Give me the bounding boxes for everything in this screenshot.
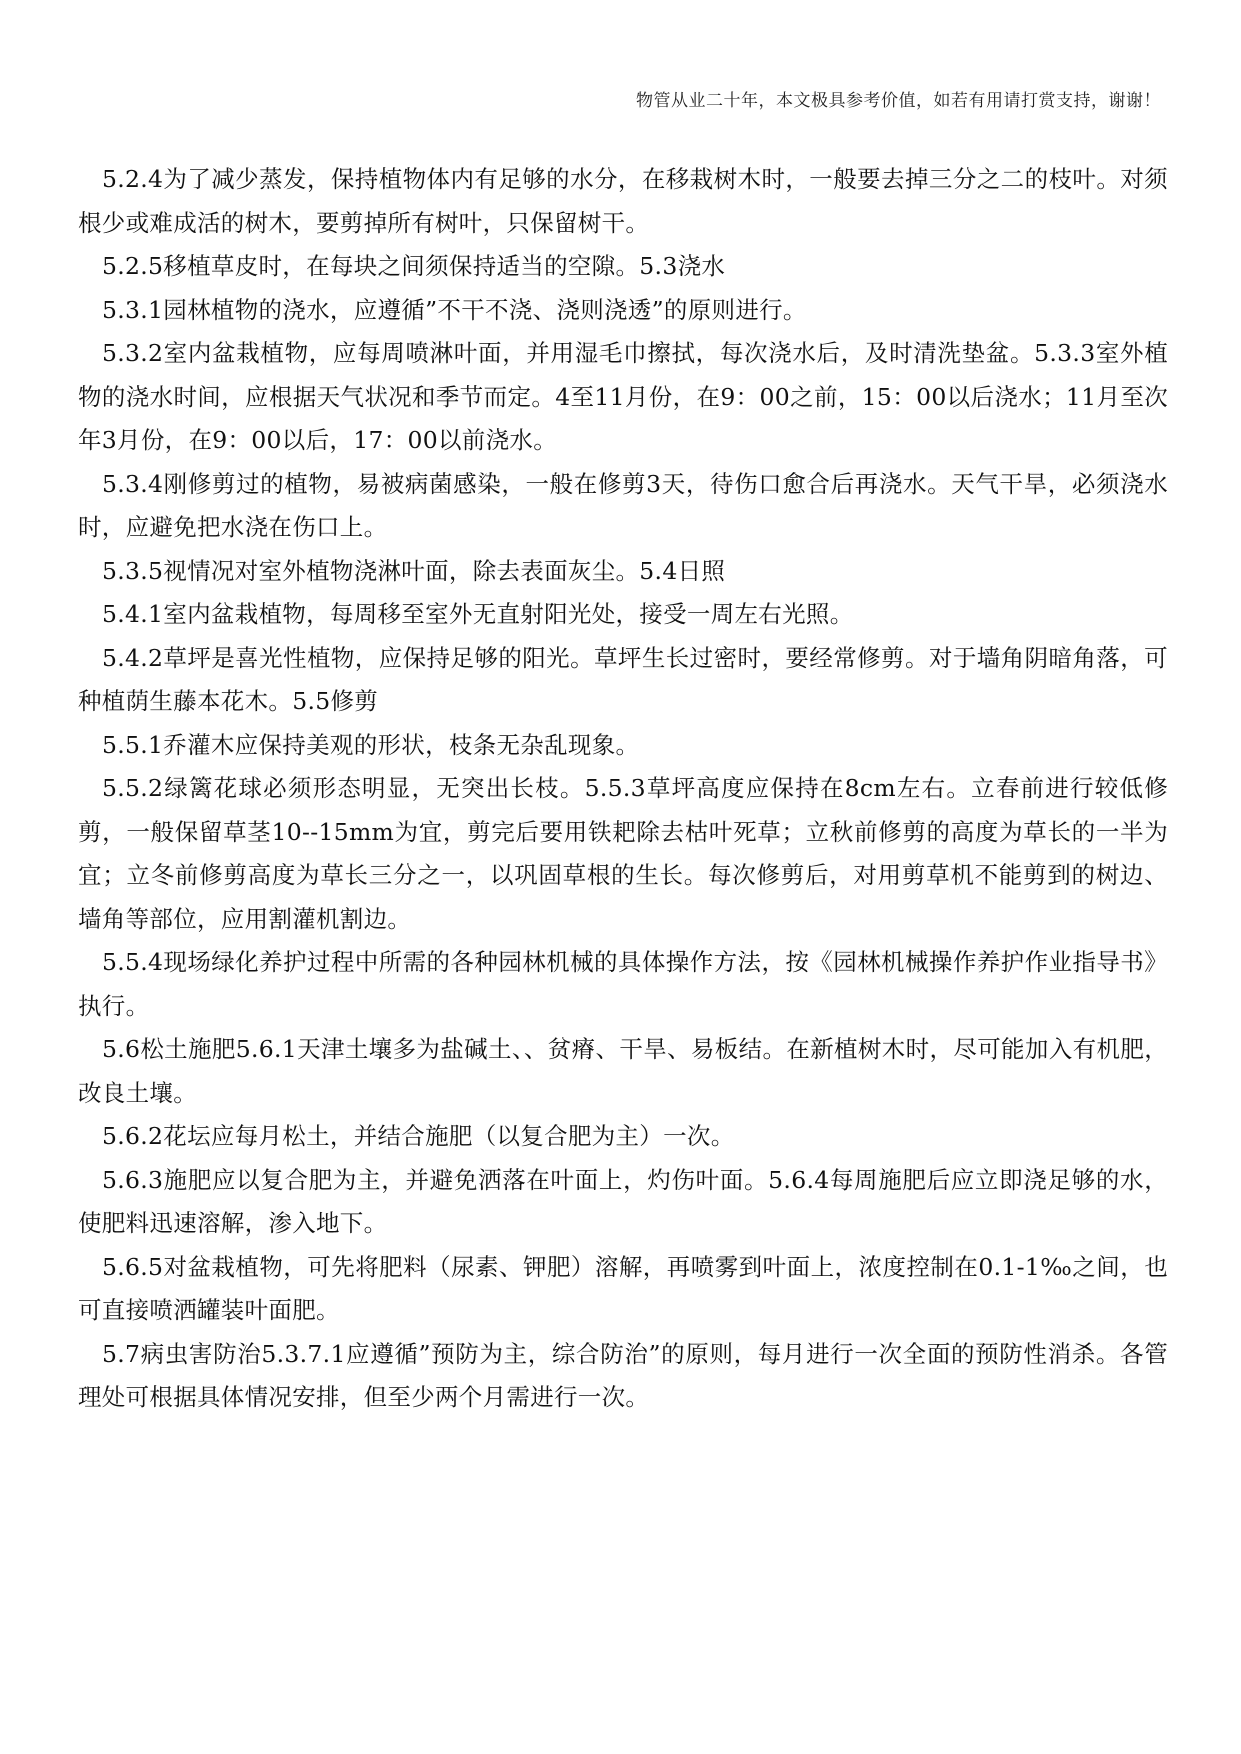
paragraph-5-6-5: 5.6.5对盆栽植物，可先将肥料（尿素、钾肥）溶解，再喷雾到叶面上，浓度控制在0.1-1‰之间，也可直接喷洒罐装叶面肥。: [78, 1252, 1168, 1324]
paragraph-5-6: 5.6松土施肥5.6.1天津土壤多为盐碱土、、贫瘠、干旱、易板结。在新植树木时，尽可能加入有机肥，改良土壤。: [78, 1035, 1168, 1107]
paragraph-5-6-3: 5.6.3施肥应以复合肥为主，并避免洒落在叶面上，灼伤叶面。5.6.4每周施肥后应立即浇足够的水，使肥料迅速溶解，渗入地下。: [78, 1165, 1168, 1237]
paragraph-5-7: 5.7病虫害防治5.3.7.1应遵循”预防为主，综合防治”的原则，每月进行一次全面的预防性消杀。各管理处可根据具体情况安排，但至少两个月需进行一次。: [78, 1339, 1168, 1411]
paragraph-5-5-1: 5.5.1乔灌木应保持美观的形状，枝条无杂乱现象。: [102, 730, 640, 759]
paragraph-5-5-2: 5.5.2绿篱花球必须形态明显，无突出长枝。5.5.3草坪高度应保持在8cm左右。立春前进行较低修剪，一般保留草茎10--15mm为宜，剪完后要用铁耙除去枯叶死草；立秋前修剪的高度为草长的一半为宜；立冬前修剪高度为草长三分之一，以巩固草根的生长。每次修剪后，对用剪草机不能剪到的树边、墙角等部位，应用割灌机割边。: [78, 774, 1168, 933]
paragraph-5-3-2: 5.3.2室内盆栽植物，应每周喷淋叶面，并用湿毛巾擦拭，每次浇水后，及时清洗垫盆。5.3.3室外植物的浇水时间，应根据天气状况和季节而定。4至11月份，在9：00之前，15：00以后浇水；11月至次年3月份，在9：00以后，17：00以前浇水。: [78, 339, 1168, 454]
paragraph-5-3-4: 5.3.4刚修剪过的植物，易被病菌感染，一般在修剪3天，待伤口愈合后再浇水。天气干旱，必须浇水时，应避免把水浇在伤口上。: [78, 469, 1168, 541]
paragraph-5-2-4: 5.2.4为了减少蒸发，保持植物体内有足够的水分，在移栽树木时，一般要去掉三分之二的枝叶。对须根少或难成活的树木，要剪掉所有树叶，只保留树干。: [78, 165, 1168, 237]
paragraph-5-4-2: 5.4.2草坪是喜光性植物，应保持足够的阳光。草坪生长过密时，要经常修剪。对于墙角阴暗角落，可种植荫生藤本花木。5.5修剪: [78, 643, 1168, 715]
paragraph-5-2-5: 5.2.5移植草皮时，在每块之间须保持适当的空隙。5.3浇水: [102, 252, 726, 280]
header-note: 物管从业二十年，本文极具参考价值，如若有用请打赏支持，谢谢！: [636, 91, 1161, 111]
paragraph-5-6-2: 5.6.2花坛应每月松土，并结合施肥（以复合肥为主）一次。: [102, 1122, 735, 1150]
paragraph-5-3-1: 5.3.1园林植物的浇水，应遵循”不干不浇、浇则浇透”的原则进行。: [102, 295, 807, 324]
paragraph-5-3-5: 5.3.5视情况对室外植物浇淋叶面，除去表面灰尘。5.4日照: [102, 556, 726, 585]
paragraph-5-5-4: 5.5.4现场绿化养护过程中所需的各种园林机械的具体操作方法，按《园林机械操作养护作业指导书》执行。: [78, 948, 1168, 1020]
document-body: [78, 158, 1168, 1420]
paragraph-5-4-1: 5.4.1室内盆栽植物，每周移至室外无直射阳光处，接受一周左右光照。: [102, 600, 854, 628]
